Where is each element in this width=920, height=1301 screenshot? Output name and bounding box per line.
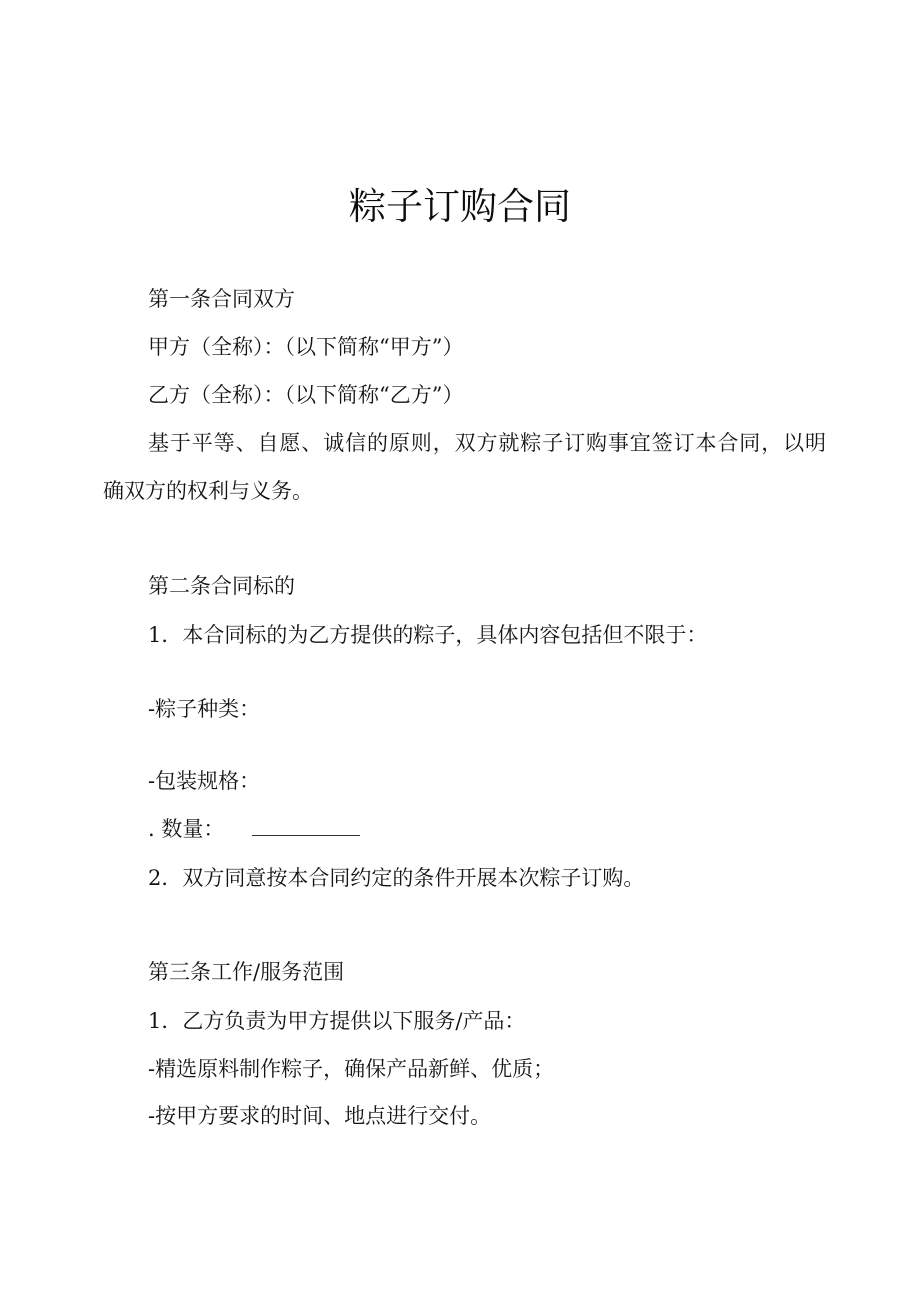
party-a-line: 甲方（全称）：（以下简称“甲方”） [148,335,464,359]
section2-item-2: 2．双方同意按本合同约定的条件开展本次粽子订购。 [148,866,645,890]
packaging-spec-field: -包装规格： [148,769,261,793]
section2-item-1: 1．本合同标的为乙方提供的粽子，具体内容包括但不限于： [148,623,708,647]
intro-line-1: 基于平等、自愿、诚信的原则，双方就粽子订购事宜签订本合同，以明 [148,431,827,455]
section3-item-1: 1．乙方负责为甲方提供以下服务/产品： [148,1009,526,1033]
quantity-field [148,814,360,844]
quantity-blank-line [252,815,360,836]
rice-dumpling-kind-field: -粽子种类： [148,697,261,721]
section3-heading: 第三条工作/服务范围 [148,960,345,984]
service-item-1: -精选原料制作粽子，确保产品新鲜、优质； [148,1057,555,1081]
section1-heading: 第一条合同双方 [148,287,295,311]
document-title: 粽子订购合同 [349,185,571,228]
party-b-line: 乙方（全称）：（以下简称“乙方”） [148,383,464,407]
intro-line-2: 确双方的权利与义务。 [103,479,313,503]
section2-heading: 第二条合同标的 [148,574,295,598]
quantity-label: . 数量： [148,817,225,841]
service-item-2: -按甲方要求的时间、地点进行交付。 [148,1104,492,1128]
